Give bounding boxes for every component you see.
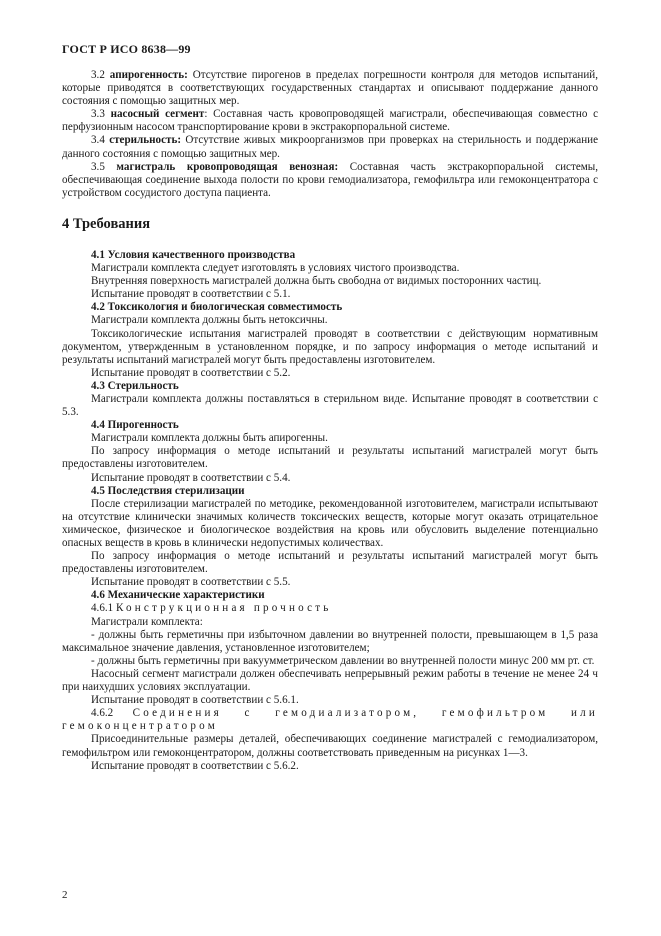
list-item: - должны быть герметичны при вакуумметрическом давлении во внутренней полости минус 200 мм рт. ст. (91, 654, 595, 667)
paragraph: Внутренняя поверхность магистралей должна быть свободна от видимых посторонних частиц. (91, 275, 542, 288)
clause-number: 4.6.1 (91, 602, 116, 615)
paragraph: Магистрали комплекта следует изготовлять в условиях чистого производства. (91, 262, 460, 275)
paragraph: После стерилизации магистралей по методике, рекомендованной изготовителем, магистрали испытывают на отсутствие клинически значимых количеств токсических веществ, которые могут оказать отрицательное химическое, физическое и биологическое воздействия на кровь или обусловить выделение потенциально опасных веществ в кровь в клинически недопустимых количествах. (62, 497, 598, 549)
clause-number: 3.4 (91, 134, 110, 147)
document-body (62, 69, 598, 773)
spaced-title: Конструкционная прочность (115, 602, 332, 615)
definition-text: : Составная часть кровопроводящей магистрали, обеспечивающая совместно с перфузионным насосом транспортирование крови в экстракорпоральной системе. (62, 108, 599, 134)
section-heading-4: 4 Требования (62, 215, 151, 232)
subsection-title-4-1: 4.1 Условия качественного производства (91, 248, 296, 261)
paragraph: Магистрали комплекта должны быть апирогенны. (91, 432, 328, 445)
paragraph: Магистрали комплекта: (91, 615, 203, 628)
definition-text: Отсутствие живых микроорганизмов при проверках на стерильность и поддержание данного состояния с помощью защитных мер. (62, 134, 599, 160)
term: стерильность: (109, 134, 182, 147)
definition-3-5 (62, 161, 598, 200)
paragraph: Магистрали комплекта должны поставляться в стерильном виде. Испытание проводят в соответствии с 5.3. (62, 392, 598, 419)
paragraph: Испытание проводят в соответствии с 5.6.1. (91, 694, 299, 707)
term: магистраль кровопроводящая венозная: (116, 160, 339, 173)
subsection-title-4-5: 4.5 Последствия стерилизации (91, 484, 245, 497)
paragraph: Испытание проводят в соответствии с 5.1. (91, 288, 291, 301)
paragraph: По запросу информация о методе испытаний и результаты испытаний магистралей могут быть предоставлены изготовителем. (62, 550, 598, 576)
paragraph: Испытание проводят в соответствии с 5.5. (91, 576, 291, 589)
paragraph: Магистрали комплекта должны быть нетоксичны. (91, 314, 328, 327)
term: апирогенность: (109, 69, 188, 81)
paragraph: Испытание проводят в соответствии с 5.6.2. (91, 759, 299, 772)
paragraph: Присоединительные размеры деталей, обеспечивающих соединение магистралей с гемодиализатором, гемофильтром или гемоконцентратором, должны соответствовать приведенным на рисунках 1—3. (62, 733, 598, 759)
definition-3-2 (62, 69, 598, 108)
clause-number: 3.3 (91, 108, 111, 121)
document-header: ГОСТ Р ИСО 8638—99 (62, 42, 191, 56)
paragraph: Испытание проводят в соответствии с 5.2. (91, 366, 291, 379)
definition-text: Отсутствие пирогенов в пределах погрешности контроля для методов испытаний, которые приводятся в соответствующих государственных стандартах и описывают поддержание данного состояния с помощью защитных мер. (62, 69, 599, 108)
definition-3-3 (62, 108, 598, 134)
paragraph: Насосный сегмент магистрали должен обеспечивать непрерывный режим работы в течение не менее 24 ч при наихудших условиях эксплуатации. (62, 667, 598, 694)
paragraph: По запросу информация о методе испытаний и результаты испытаний магистралей могут быть предоставлены изготовителем. (62, 445, 598, 471)
paragraph: Испытание проводят в соответствии с 5.4. (91, 471, 291, 484)
list-item: - должны быть герметичны при избыточном давлении во внутренней полости, превышающем в 1,5 раза максимальное значение давления, установленное изготовителем; (62, 628, 598, 654)
definition-text: Составная часть экстракорпоральной системы, обеспечивающая соединение выхода полости по крови гемодиализатора, гемофильтра или гемоконцентратора с устройством сосудистого доступа пациента. (62, 160, 599, 199)
subsection-title-4-6: 4.6 Механические характеристики (91, 589, 265, 602)
subsection-title-4-6-2 (62, 707, 598, 733)
subsection-title-4-4: 4.4 Пирогенность (91, 419, 179, 432)
clause-number: 3.5 (91, 160, 117, 173)
subsection-title-4-2: 4.2 Токсикология и биологическая совместимость (91, 301, 343, 314)
spaced-title: Соединения с гемодиализатором, гемофильтром или гемоконцентратором (62, 707, 599, 733)
subsection-title-4-6-1 (62, 602, 598, 615)
definition-3-4 (62, 134, 598, 160)
clause-number: 4.6.2 (91, 707, 133, 720)
subsection-title-4-3: 4.3 Стерильность (91, 379, 179, 392)
clause-number: 3.2 (91, 69, 110, 81)
paragraph: Токсикологические испытания магистралей проводят в соответствии с действующим нормативным документом, утвержденным в установленном порядке, и по запросу информация о методе испытаний и результаты испытаний магистралей могут быть предоставлены изготовителем. (62, 327, 598, 366)
page-number: 2 (62, 889, 68, 901)
term: насосный сегмент (110, 108, 205, 121)
